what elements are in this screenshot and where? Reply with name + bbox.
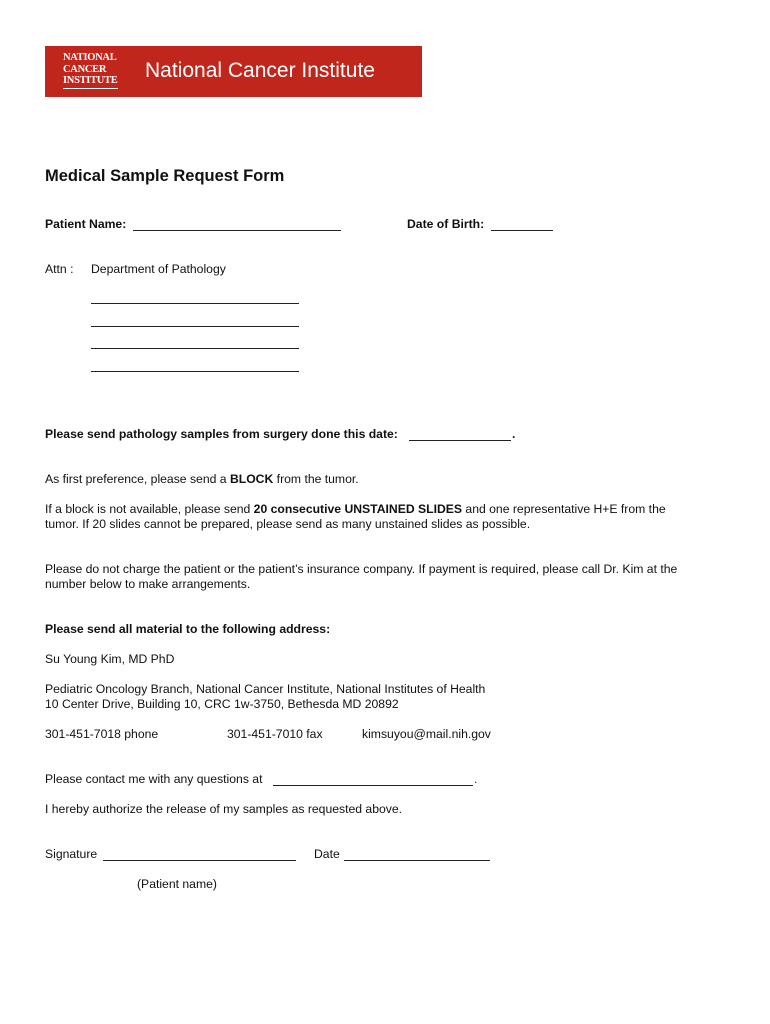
signature-field[interactable]	[103, 860, 296, 861]
logo-mark-line: NATIONAL	[63, 52, 117, 63]
patient-name-caption: (Patient name)	[137, 877, 217, 891]
questions-label: Please contact me with any questions at	[45, 772, 263, 786]
logo-mark-line: INSTITUTE	[63, 75, 118, 86]
attn-department: Department of Pathology	[91, 262, 226, 276]
surgery-date-period: .	[512, 427, 516, 441]
nci-logo-mark	[63, 52, 121, 87]
authorization-statement: I hereby authorize the release of my samples as requested above.	[45, 802, 403, 816]
email-address[interactable]: kimsuyou@mail.nih.gov	[362, 727, 491, 741]
form-title: Medical Sample Request Form	[45, 167, 285, 185]
dob-field[interactable]	[491, 230, 553, 231]
signature-date-field[interactable]	[344, 860, 490, 861]
signature-label: Signature	[45, 847, 98, 861]
slides-instruction: If a block is not available, please send 20 consecutive UNSTAINED SLIDES and one representative H+E from the tumor. If 20 slides cannot be prepared, please send as many unstained slides as possible.	[45, 502, 666, 531]
logo-mark-line: CANCER	[63, 63, 107, 75]
surgery-date-field[interactable]	[409, 440, 511, 441]
banner-title: National Cancer Institute	[145, 59, 375, 82]
attn-line-4[interactable]	[91, 371, 299, 372]
billing-instruction: Please do not charge the patient or the patient’s insurance company. If payment is required, please call Dr. Kim at the number below to make arrangements.	[45, 562, 678, 591]
phone-number: 301-451-7018 phone	[45, 727, 159, 741]
date-label: Date	[314, 847, 340, 861]
attn-line-3[interactable]	[91, 348, 299, 349]
header-banner	[45, 46, 422, 97]
patient-name-label: Patient Name:	[45, 217, 127, 231]
contact-name: Su Young Kim, MD PhD	[45, 652, 175, 666]
questions-contact-field[interactable]	[273, 785, 473, 786]
surgery-date-label: Please send pathology samples from surgery done this date:	[45, 427, 398, 441]
block-emphasis: BLOCK	[229, 472, 274, 486]
attn-label: Attn :	[45, 262, 74, 276]
questions-period: .	[474, 772, 478, 786]
patient-name-field[interactable]	[133, 230, 341, 231]
dob-label: Date of Birth:	[407, 217, 485, 231]
attn-line-1[interactable]	[91, 303, 299, 304]
address-line-2: 10 Center Drive, Building 10, CRC 1w-3750, Bethesda MD 20892	[45, 697, 399, 711]
fax-number: 301-451-7010 fax	[227, 727, 323, 741]
address-line-1: Pediatric Oncology Branch, National Cancer Institute, National Institutes of Health	[45, 682, 486, 696]
address-heading: Please send all material to the following address:	[45, 622, 331, 636]
slides-emphasis: 20 consecutive UNSTAINED SLIDES	[253, 502, 463, 516]
logo-underline	[63, 88, 118, 89]
block-preference-text: As first preference, please send a BLOCK from the tumor.	[45, 472, 359, 486]
attn-line-2[interactable]	[91, 326, 299, 327]
